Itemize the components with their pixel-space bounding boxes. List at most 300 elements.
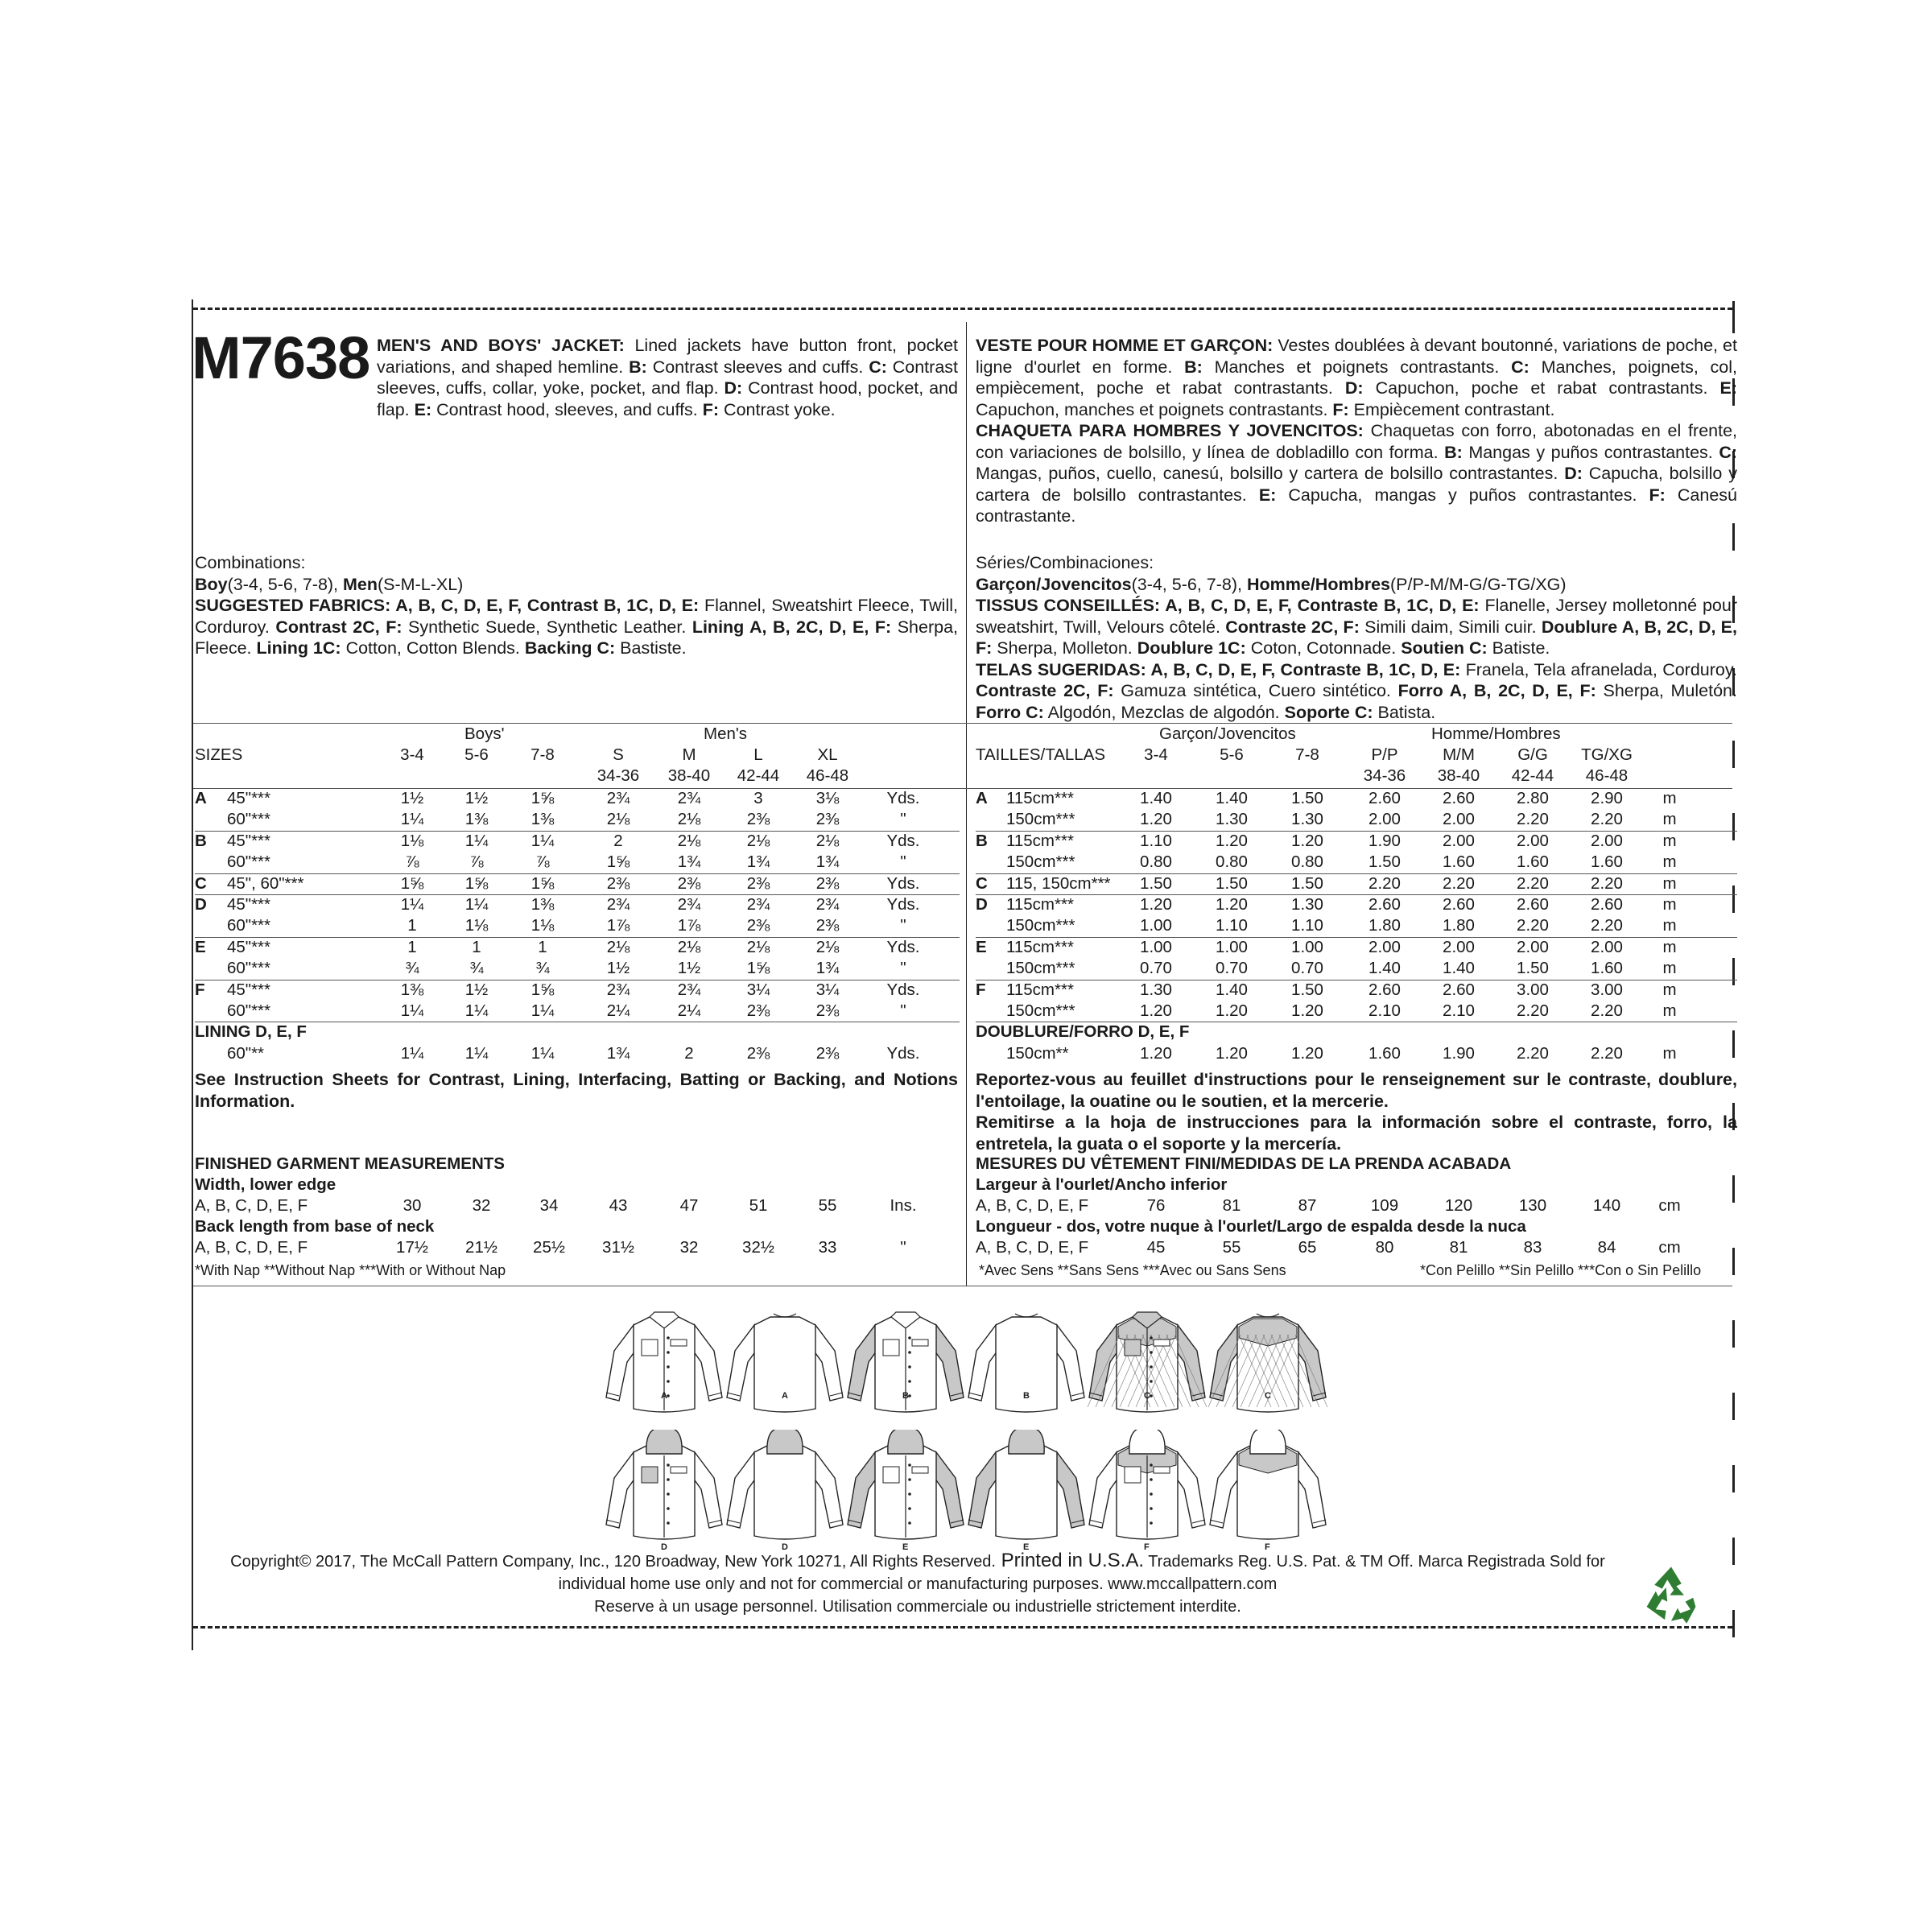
width-value: 130 [1518, 1196, 1547, 1215]
row-value: 2.00 [1517, 831, 1549, 850]
row-width: 60"*** [227, 959, 271, 978]
row-value: 1.40 [1443, 959, 1475, 978]
row-value: 2.20 [1591, 916, 1623, 935]
row-value: 1¾ [746, 852, 770, 872]
row-width: 115cm*** [1006, 831, 1074, 850]
row-value: 1⅝ [464, 873, 489, 893]
row-value: 2¼ [677, 1001, 701, 1020]
row-value: 1.20 [1140, 1001, 1172, 1020]
length-value: 81 [1449, 1238, 1468, 1257]
row-value: 3⅛ [815, 789, 840, 807]
row-value: 1.50 [1368, 852, 1401, 872]
size-header: M/M [1443, 745, 1475, 764]
lining-label: LINING D, E, F [195, 1022, 307, 1042]
lining-value: 1¼ [400, 1043, 424, 1063]
size-header: M [682, 745, 696, 764]
row-unit: Yds. [886, 789, 920, 807]
row-value: 2⅜ [746, 810, 770, 829]
row-value: ¾ [405, 959, 419, 978]
illustration-label: F [1265, 1542, 1270, 1552]
row-value: 0.80 [1216, 852, 1248, 872]
row-unit: m [1662, 789, 1677, 807]
row-value: 1.10 [1291, 916, 1323, 935]
group-men-header: Men's [704, 724, 748, 743]
row-value: 1.60 [1591, 959, 1623, 978]
en-yardage-table [195, 724, 960, 1063]
row-rule [195, 831, 960, 832]
row-value: 1⅝ [530, 789, 555, 807]
size-header: 5-6 [464, 745, 489, 764]
row-value: 2⅛ [677, 937, 701, 956]
row-view: A [976, 789, 988, 807]
row-value: 2¾ [815, 895, 840, 914]
size-header: XL [817, 745, 838, 764]
size-subheader: 38-40 [667, 766, 711, 785]
size-subheader: 46-48 [1585, 766, 1629, 785]
row-value: 1 [538, 937, 547, 956]
fr-yardage-table [976, 724, 1737, 1063]
lining-value: 2 [684, 1043, 694, 1063]
row-value: 0.70 [1140, 959, 1172, 978]
row-value: 2 [613, 831, 623, 850]
row-value: 1.20 [1216, 895, 1248, 914]
width-value: 140 [1592, 1196, 1621, 1215]
row-value: 2.20 [1443, 873, 1475, 893]
row-value: 2¾ [746, 895, 770, 914]
size-header: S [613, 745, 624, 764]
right-tick-16 [1732, 1465, 1735, 1492]
width-unit: Ins. [890, 1196, 917, 1215]
row-unit: m [1662, 831, 1677, 850]
row-unit: " [900, 959, 906, 978]
row-value: 1⅝ [530, 980, 555, 999]
row-value: 1 [407, 937, 417, 956]
row-value: 2⅛ [746, 831, 770, 850]
length-value: 31½ [602, 1238, 634, 1257]
row-value: 2.20 [1517, 873, 1549, 893]
length-label: Longueur - dos, votre nuque à l'ourlet/Largo de espalda desde la nuca [976, 1217, 1526, 1236]
row-width: 150cm*** [1006, 916, 1075, 935]
en-title: MEN'S AND BOYS' JACKET: [377, 336, 625, 355]
row-value: 1.60 [1443, 852, 1475, 872]
row-width: 115cm*** [1006, 980, 1074, 999]
row-value: 2¾ [606, 895, 630, 914]
top-dashed-border [193, 308, 1732, 310]
width-unit: cm [1658, 1196, 1681, 1215]
row-value: 2⅛ [746, 937, 770, 956]
footnote-es: *Con Pelillo **Sin Pelillo ***Con o Sin Pelillo [1420, 1262, 1702, 1278]
row-unit: " [900, 852, 906, 872]
row-value: 2.90 [1591, 789, 1623, 807]
lining-width: 150cm** [1006, 1043, 1069, 1063]
bottom-dashed-border [193, 1626, 1732, 1629]
row-value: 1.00 [1216, 937, 1248, 956]
row-value: 1.40 [1216, 980, 1248, 999]
row-value: 2⅜ [677, 873, 701, 893]
row-value: 2⅜ [815, 1001, 840, 1020]
row-value: 0.80 [1140, 852, 1172, 872]
jacket-illustration-icon [1083, 1302, 1212, 1423]
row-value: 1.90 [1368, 831, 1401, 850]
en-description: MEN'S AND BOYS' JACKET: Lined jackets have button front, pocket variations, and shaped hemline. B: Contrast sleeves and cuffs. C: Contrast sleeves, cuffs, collar, yoke, pocket, and flap. D: Contrast hood, pocket, and flap. E: Contrast hood, sleeves, and cuffs. F: Contrast yoke. [377, 336, 958, 419]
row-value: 1⅜ [530, 810, 555, 829]
row-value: 2⅜ [746, 1001, 770, 1020]
row-view: D [195, 895, 207, 914]
jacket-illustration-icon [962, 1302, 1091, 1423]
row-value: 2.60 [1443, 895, 1475, 914]
row-width: 45"*** [227, 937, 271, 956]
rule-above-table [193, 723, 1732, 724]
jacket-illustration-icon [1203, 1302, 1332, 1423]
row-value: 1.20 [1216, 831, 1248, 850]
row-value: 1.50 [1517, 959, 1549, 978]
row-value: 2.20 [1591, 810, 1623, 829]
row-view: F [976, 980, 986, 999]
row-value: 1.10 [1216, 916, 1248, 935]
length-value: 33 [818, 1238, 837, 1257]
row-value: 2.00 [1443, 937, 1475, 956]
row-value: 1⅛ [530, 916, 555, 935]
es-title: CHAQUETA PARA HOMBRES Y JOVENCITOS: [976, 421, 1364, 440]
row-value: 1⅞ [677, 916, 701, 935]
size-header: 7-8 [1295, 745, 1319, 764]
jacket-illustration-icon [720, 1430, 849, 1550]
length-value: 32½ [742, 1238, 774, 1257]
row-value: 1.50 [1291, 873, 1323, 893]
row-value: 0.80 [1291, 852, 1323, 872]
finished-title: FINISHED GARMENT MEASUREMENTS [195, 1154, 505, 1173]
row-value: 2⅜ [606, 873, 630, 893]
jacket-illustration-icon [841, 1430, 970, 1550]
fr-title: VESTE POUR HOMME ET GARÇON: [976, 336, 1274, 355]
row-width: 115cm*** [1006, 895, 1074, 914]
jacket-illustration-icon [1203, 1430, 1332, 1550]
row-value: 2⅛ [677, 831, 701, 850]
row-value: 1 [407, 916, 417, 935]
row-value: 2.60 [1368, 789, 1401, 807]
row-view: D [976, 895, 988, 914]
illustration-label: F [1144, 1542, 1150, 1552]
en-combinations-label: Combinations: [195, 553, 306, 572]
row-unit: m [1662, 810, 1677, 829]
right-tick-15 [1732, 1393, 1735, 1420]
row-value: 2.60 [1591, 895, 1623, 914]
row-value: ¾ [535, 959, 550, 978]
lining-value: 1.90 [1443, 1043, 1475, 1063]
row-value: 3.00 [1517, 980, 1549, 999]
row-value: 2.20 [1517, 916, 1549, 935]
row-value: 1.00 [1291, 937, 1323, 956]
width-value: 109 [1370, 1196, 1399, 1215]
row-view: E [976, 937, 987, 956]
row-value: 2.20 [1368, 873, 1401, 893]
en-instruction-note: See Instruction Sheets for Contrast, Lining, Interfacing, Batting or Backing, and Notions Information. [195, 1070, 958, 1111]
width-value: 76 [1146, 1196, 1166, 1215]
row-value: 3¼ [815, 980, 840, 999]
right-tick-14 [1732, 1320, 1735, 1348]
row-value: ⅞ [405, 852, 419, 872]
size-header: 5-6 [1220, 745, 1244, 764]
row-value: 1.30 [1140, 980, 1172, 999]
footnote: *With Nap **Without Nap ***With or Without Nap [195, 1262, 506, 1278]
width-value: 30 [402, 1196, 422, 1215]
size-header: TG/XG [1581, 745, 1633, 764]
width-label: Width, lower edge [195, 1175, 336, 1194]
row-value: 2.00 [1591, 831, 1623, 850]
row-unit: " [900, 1001, 906, 1020]
row-value: 2⅛ [606, 810, 630, 829]
row-width: 45"*** [227, 980, 271, 999]
row-value: 1.50 [1291, 789, 1323, 807]
row-value: 1¼ [464, 1001, 489, 1020]
row-width: 150cm*** [1006, 959, 1075, 978]
row-value: 2.60 [1368, 895, 1401, 914]
length-views: A, B, C, D, E, F [976, 1238, 1089, 1257]
size-header: 3-4 [400, 745, 424, 764]
finished-title: MESURES DU VÊTEMENT FINI/MEDIDAS DE LA PRENDA ACABADA [976, 1154, 1512, 1173]
row-view: F [195, 980, 205, 999]
row-value: 1.00 [1140, 937, 1172, 956]
row-value: 2¾ [606, 980, 630, 999]
row-value: 1.30 [1291, 810, 1323, 829]
length-value: 17½ [396, 1238, 428, 1257]
row-unit: m [1662, 873, 1677, 893]
width-value: 32 [472, 1196, 491, 1215]
row-width: 115, 150cm*** [1006, 873, 1111, 893]
illustration-label: C [1144, 1391, 1150, 1401]
size-subheader: 34-36 [597, 766, 640, 785]
row-value: 0.70 [1216, 959, 1248, 978]
row-value: 1⅝ [530, 873, 555, 893]
recycle-icon [1639, 1562, 1703, 1626]
row-width: 115cm*** [1006, 789, 1074, 807]
illustration-label: E [1023, 1542, 1030, 1552]
fr-es-combinations-fabrics: Séries/Combinaciones: Garçon/Jovencitos(3-4, 5-6, 7-8), Homme/Hombres(P/P-M/M-G/G-TG/XG) TISSUS CONSEILLÉS: A, B, C, D, E, F, Contraste B, 1C, D, E: Flanelle, Jersey molletonné pour sweatshirt, Twill, Velours côtelé. Contraste 2C, F: Simili daim, Simili cuir. Doublure A, B, 2C, D, E, F: Sherpa, Molleton. Doublure 1C: Coton, Cotonnade. Soutien C: Batiste. TELAS SUGERIDAS: A, B, C, D, E, F, Contraste B, 1C, D, E: Franela, Tela afranelada, Corduroy. Contraste 2C, F: Gamuza sintética, Cuero sintético. Forro A, B, 2C, D, E, F: Sherpa, Muletón. Forro C: Algodón, Mezclas de algodón. Soporte C: Batista. [976, 553, 1737, 722]
illustration-label: D [782, 1542, 788, 1552]
row-value: 3.00 [1591, 980, 1623, 999]
size-subheader: 34-36 [1363, 766, 1406, 785]
row-value: 1.00 [1140, 916, 1172, 935]
row-value: 1¼ [400, 810, 424, 829]
group-men-header: Homme/Hombres [1431, 724, 1561, 743]
row-value: 1⅜ [464, 810, 489, 829]
lining-label: DOUBLURE/FORRO D, E, F [976, 1022, 1190, 1042]
row-value: 2⅛ [606, 937, 630, 956]
lining-unit: m [1662, 1043, 1677, 1063]
row-value: 3¼ [746, 980, 770, 999]
row-value: 1 [472, 937, 481, 956]
row-value: 2⅛ [815, 831, 840, 850]
row-value: 1.80 [1443, 916, 1475, 935]
row-value: 2.60 [1443, 789, 1475, 807]
fr-finished-measurements [976, 1154, 1737, 1283]
lining-value: 2.20 [1517, 1043, 1549, 1063]
row-unit: m [1662, 937, 1677, 956]
lining-value: 2⅜ [746, 1043, 770, 1063]
row-value: 2.00 [1517, 937, 1549, 956]
length-views: A, B, C, D, E, F [195, 1238, 308, 1257]
row-value: 1¼ [464, 831, 489, 850]
width-value: 120 [1444, 1196, 1473, 1215]
length-value: 25½ [533, 1238, 565, 1257]
row-value: 2.60 [1368, 980, 1401, 999]
illustration-label: D [661, 1542, 667, 1552]
illustration-label: B [1023, 1391, 1030, 1401]
row-value: 1.40 [1368, 959, 1401, 978]
row-value: 2.20 [1591, 873, 1623, 893]
length-value: 83 [1523, 1238, 1542, 1257]
row-value: 1.30 [1216, 810, 1248, 829]
row-value: 2⅛ [677, 810, 701, 829]
length-value: 45 [1146, 1238, 1166, 1257]
row-view: B [195, 831, 207, 850]
es-instruction-note: Remitirse a la hoja de instrucciones para la información sobre el contraste, forro, la entretela, la guata o el soporte y la mercería. [976, 1113, 1737, 1154]
row-value: 1⅛ [400, 831, 424, 850]
column-divider [966, 322, 967, 1286]
row-value: 1¼ [530, 1001, 555, 1020]
row-unit: m [1662, 980, 1677, 999]
row-value: 1.50 [1140, 873, 1172, 893]
right-tick-18 [1732, 1610, 1735, 1637]
row-value: 1.60 [1517, 852, 1549, 872]
row-unit: m [1662, 895, 1677, 914]
row-value: 1.60 [1591, 852, 1623, 872]
row-value: 2.00 [1443, 810, 1475, 829]
row-value: 1½ [400, 789, 424, 807]
lining-value: 1.20 [1216, 1043, 1248, 1063]
row-width: 45"*** [227, 895, 271, 914]
lining-width: 60"** [227, 1043, 265, 1063]
length-value: 84 [1597, 1238, 1616, 1257]
row-value: 2.60 [1517, 895, 1549, 914]
size-subheader: 46-48 [806, 766, 849, 785]
row-value: 1¾ [815, 852, 840, 872]
row-value: 1.40 [1140, 789, 1172, 807]
row-unit: " [900, 810, 906, 829]
lining-value: 1.20 [1140, 1043, 1172, 1063]
row-value: 2.00 [1443, 831, 1475, 850]
width-value: 87 [1298, 1196, 1317, 1215]
row-value: 1¼ [400, 895, 424, 914]
row-value: 2¾ [677, 895, 701, 914]
row-value: 2¼ [606, 1001, 630, 1020]
en-combinations-fabrics: Combinations: Boy(3-4, 5-6, 7-8), Men(S-M-L-XL) SUGGESTED FABRICS: A, B, C, D, E, F, Contrast B, 1C, D, E: Flannel, Sweatshirt Fleece, Twill, Corduroy. Contrast 2C, F: Synthetic Suede, Synthetic Leather. Lining A, B, 2C, D, E, F: Sherpa, Fleece. Lining 1C: Cotton, Cotton Blends. Backing C: Bastiste. [195, 553, 959, 658]
right-tick-3 [1732, 523, 1735, 551]
row-value: 1⅜ [530, 895, 555, 914]
lining-value: 1¼ [464, 1043, 489, 1063]
row-value: 2¾ [606, 789, 630, 807]
lining-value: 1.20 [1291, 1043, 1323, 1063]
row-value: 1½ [464, 980, 489, 999]
row-value: 2.60 [1443, 980, 1475, 999]
size-header: 7-8 [530, 745, 555, 764]
row-value: 2⅜ [815, 873, 840, 893]
row-value: 1⅛ [464, 916, 489, 935]
size-header: 3-4 [1144, 745, 1168, 764]
row-value: 2¾ [677, 980, 701, 999]
row-value: 3 [753, 789, 763, 807]
row-rule [976, 894, 1737, 895]
jacket-illustration-icon [1083, 1430, 1212, 1550]
width-value: 81 [1222, 1196, 1241, 1215]
row-value: 1¾ [677, 852, 701, 872]
row-width: 45", 60"*** [227, 873, 304, 893]
row-rule [976, 831, 1737, 832]
size-header: G/G [1517, 745, 1548, 764]
row-value: 1¼ [464, 895, 489, 914]
row-value: 1.20 [1140, 895, 1172, 914]
width-value: 43 [609, 1196, 628, 1215]
row-width: 150cm*** [1006, 1001, 1075, 1020]
row-value: 1.30 [1291, 895, 1323, 914]
row-value: 2⅜ [815, 810, 840, 829]
group-boys-header: Boys' [464, 724, 505, 743]
lining-value: 1¾ [606, 1043, 630, 1063]
row-width: 115cm*** [1006, 937, 1074, 956]
row-value: ¾ [469, 959, 484, 978]
pattern-number: M7638 [192, 324, 370, 391]
length-label: Back length from base of neck [195, 1217, 435, 1236]
row-value: ⅞ [535, 852, 550, 872]
length-unit: " [900, 1238, 906, 1257]
row-unit: m [1662, 959, 1677, 978]
row-unit: Yds. [886, 980, 920, 999]
row-value: 2⅛ [815, 937, 840, 956]
length-value: 32 [679, 1238, 699, 1257]
footnote-fr: *Avec Sens **Sans Sens ***Avec ou Sans Sens [979, 1262, 1286, 1278]
row-value: 1.10 [1140, 831, 1172, 850]
illustration-label: E [902, 1542, 909, 1552]
fr-instruction-note: Reportez-vous au feuillet d'instructions pour le renseignement sur le contraste, doublure, l'entoilage, la ouatine ou le soutien, et la mercerie. [976, 1070, 1737, 1111]
en-finished-measurements [195, 1154, 960, 1283]
row-width: 45"*** [227, 789, 271, 807]
row-value: 2.10 [1368, 1001, 1401, 1020]
sizes-label: SIZES [195, 745, 243, 764]
row-unit: Yds. [886, 895, 920, 914]
size-subheader: 42-44 [1511, 766, 1554, 785]
row-value: 0.70 [1291, 959, 1323, 978]
size-header: L [753, 745, 763, 764]
row-value: 1⅝ [746, 959, 770, 978]
row-unit: m [1662, 916, 1677, 935]
lining-unit: Yds. [886, 1043, 920, 1063]
row-value: 1.20 [1291, 831, 1323, 850]
row-width: 45"*** [227, 831, 271, 850]
row-value: 2.00 [1368, 810, 1401, 829]
row-width: 150cm*** [1006, 810, 1075, 829]
row-value: 1.20 [1140, 810, 1172, 829]
row-value: 1½ [677, 959, 701, 978]
jacket-illustration-icon [600, 1302, 729, 1423]
right-tick-17 [1732, 1538, 1735, 1565]
row-value: 1⅝ [400, 873, 424, 893]
row-value: 2.80 [1517, 789, 1549, 807]
row-unit: m [1662, 852, 1677, 872]
row-value: 2¾ [677, 789, 701, 807]
right-corner-mark [1732, 301, 1735, 333]
row-unit: Yds. [886, 873, 920, 893]
row-value: 1⅞ [606, 916, 630, 935]
illustration-label: C [1265, 1391, 1271, 1401]
row-value: 1⅝ [606, 852, 630, 872]
fr-es-description: VESTE POUR HOMME ET GARÇON: Vestes doublées à devant boutonné, variations de poche, et ligne d'ourlet en forme. B: Manches et poignets contrastants. C: Manches, poignets, col, empiècement, poche et rabat contrastants. D: Capuchon, poche et rabat contrastants. E: Capuchon, manches et poignets contrastants. F: Empiècement contrastant. CHAQUETA PARA HOMBRES Y JOVENCITOS: Chaquetas con forro, abotonadas en el frente, con variaciones de bolsillo, y línea de dobladillo con forma. B: Mangas y puños contrastantes. C: Mangas, puños, cuello, canesú, bolsillo y cartera de bolsillo contrastantes. D: Capucha, bolsillo y cartera de bolsillo contrastantes. E: Capucha, mangas y puños contrastantes. F: Canesú contrastante. [976, 336, 1738, 526]
width-value: 51 [749, 1196, 768, 1215]
row-rule [195, 873, 960, 874]
row-rule [976, 937, 1737, 938]
size-subheader: 42-44 [737, 766, 780, 785]
row-value: 2.20 [1517, 1001, 1549, 1020]
sizes-label: TAILLES/TALLAS [976, 745, 1106, 764]
